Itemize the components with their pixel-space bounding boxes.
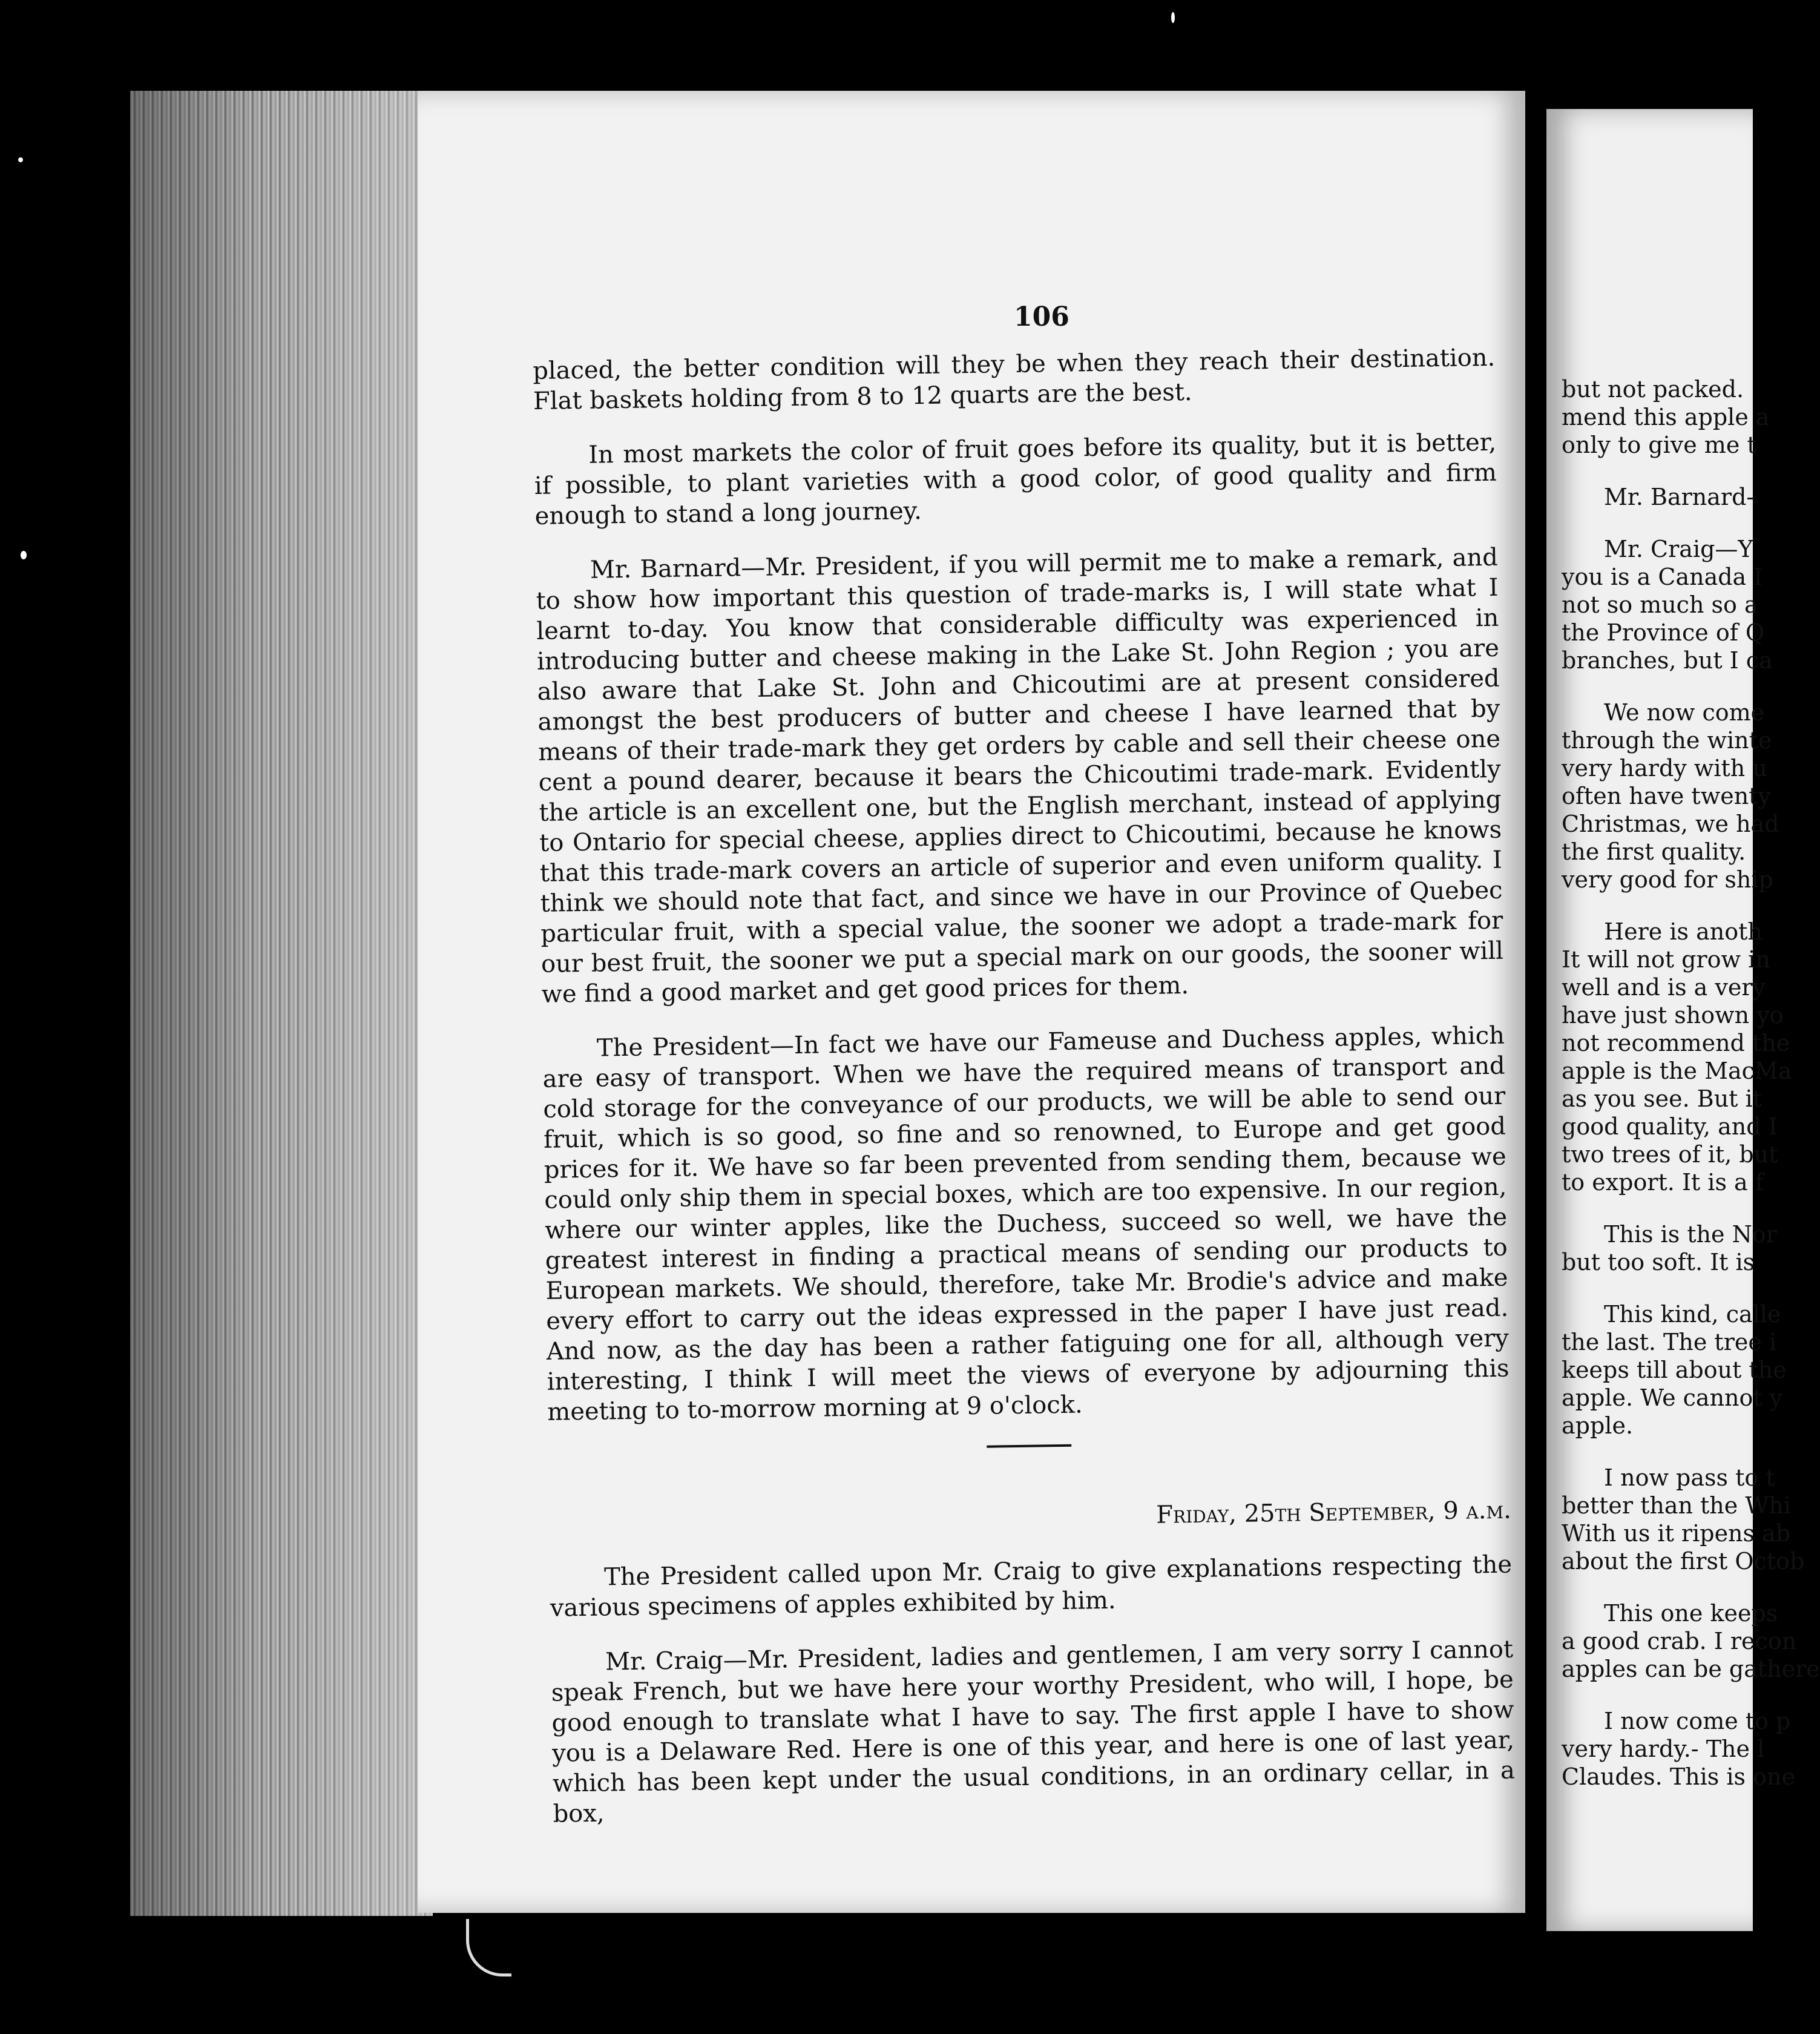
right-page-line: Claudes. This is one xyxy=(1562,1763,1795,1790)
right-page-line: Mr. Craig—Y xyxy=(1604,536,1753,562)
paragraph-mr-barnard: Mr. Barnard—Mr. President, if you will permit me to make a remark, and to show how important this question of trade-marks is, I will state what I learnt to-day. You know that considerable difficulty was experienced in introducing butter and cheese making in the Lake St. John Region ; you are also aware that Lake St. John and Chicoutimi are at present considered amongst the best producers of butter and cheese I have learned that by means of their trade-mark they get orders by cable and sell their cheese one cent a pound dearer, because it bears the Chicoutimi trade-mark. Evidently the article is an excellent one, but the English merchant, instead of applying to Ontario for special cheese, applies direct to Chicoutimi, because he knows that this trade-mark covers an article of superior and even uniform quality. I think we should note that fact, and since we have in our Province of Quebec particular fruit, with a special value, the sooner we adopt a trade-mark for our best fruit, the sooner we put a special mark on our goods, the sooner will we find a good market and get good prices for them. xyxy=(536,543,1504,1009)
line-gap xyxy=(1562,1683,1755,1707)
right-page-line: not recommend the xyxy=(1562,1030,1790,1056)
right-page-line: With us it ripens ab xyxy=(1562,1520,1791,1547)
line-gap xyxy=(1562,511,1755,535)
line-gap xyxy=(1562,674,1755,699)
right-page-line: but not packed. xyxy=(1562,376,1744,403)
paragraph-continued: placed, the better condition will they be when they reach their destination. Flat baskets holding from 8 to 12 quarts are the best. xyxy=(533,343,1496,415)
right-page-line: the Province of Q xyxy=(1562,619,1765,646)
line-gap xyxy=(1562,1276,1755,1300)
right-page-text xyxy=(1562,375,1820,1791)
right-page-line: two trees of it, but xyxy=(1562,1141,1778,1168)
dust-speck xyxy=(21,551,27,559)
right-page-line: through the winte xyxy=(1562,727,1772,754)
right-page-line: apple. xyxy=(1562,1412,1634,1439)
right-page-line: We now come xyxy=(1604,699,1765,726)
right-page-line: very good for ship xyxy=(1562,866,1773,893)
section-divider xyxy=(987,1444,1071,1448)
line-gap xyxy=(1562,1575,1755,1599)
line-gap xyxy=(1562,459,1755,483)
right-page-line: you is a Canada I xyxy=(1562,564,1763,590)
right-page-line: the last. The tree i xyxy=(1562,1329,1777,1355)
line-gap xyxy=(1562,894,1755,918)
dateline: Friday, 25th September, 9 a.m. xyxy=(1155,1496,1512,1529)
right-page-line: the first quality. xyxy=(1562,838,1746,865)
page-curl-mark xyxy=(466,1919,511,1976)
dust-speck xyxy=(18,157,23,162)
right-page-line: apples can be gathere xyxy=(1562,1656,1820,1682)
right-page-line: Here is anoth xyxy=(1604,918,1763,945)
right-page-line: not so much so a xyxy=(1562,591,1758,618)
right-page-line: apple is the MacMa xyxy=(1562,1058,1792,1084)
line-gap xyxy=(1562,1440,1755,1464)
right-page-line: Mr. Barnard- xyxy=(1604,484,1755,510)
right-page-line: as you see. But it xyxy=(1562,1085,1762,1112)
right-page-line: apple. We cannot y xyxy=(1562,1384,1783,1411)
right-page-line: branches, but I ca xyxy=(1562,647,1773,674)
right-page-line: to export. It is a f xyxy=(1562,1169,1764,1196)
right-page-line: a good crab. I recon xyxy=(1562,1628,1797,1654)
dust-speck xyxy=(1171,12,1175,23)
right-page-line: This kind, calle xyxy=(1604,1301,1781,1328)
right-page-line: mend this apple a xyxy=(1562,404,1770,430)
right-page-line: keeps till about the xyxy=(1562,1357,1787,1383)
right-page-line: very hardy.- The l xyxy=(1562,1736,1765,1762)
right-page-line: This one keeps xyxy=(1604,1600,1778,1627)
paragraph-market-color: In most markets the color of fruit goes before its quality, but it is better, if possible, to plant varieties with a good color, of good quality and firm enough to stand a long journey. xyxy=(534,428,1497,530)
left-page-text xyxy=(533,343,1516,1854)
book-page-edges xyxy=(130,91,433,1916)
page-number: 106 xyxy=(1014,301,1069,332)
paragraph-mr-craig: Mr. Craig—Mr. President, ladies and gentlemen, I am very sorry I cannot speak French, but we have here your worthy President, who will, I hope, be good enough to translate what I have to say. The first apple I have to show you is a Delaware Red. Here is one of this year, and here is one of last year, which has been kept under the usual conditions, in an ordinary cellar, in a box, xyxy=(551,1635,1516,1828)
paragraph-president: The President—In fact we have our Fameuse and Duchess apples, which are easy of transport. When we have the required means of transport and cold storage for the conveyance of our products, we will be able to send our fruit, which is so good, so fine and so renowned, to Europe and get good prices for it. We have so far been prevented from sending them, because we could only ship them in special boxes, which are too expensive. In our region, where our winter apples, like the Duchess, succeed so well, we have the greatest interest in finding a practical means of sending our products to European markets. We should, therefore, take Mr. Brodie's advice and make every effort to carry out the ideas expressed in the paper I have just read. And now, as the day has been a rather fatiguing one for all, although very interesting, I think I will meet the views of everyone by adjourning this meeting to to-morrow morning at 9 o'clock. xyxy=(542,1021,1510,1426)
right-page-line: well and is a very xyxy=(1562,974,1766,1001)
right-page-line: good quality, and I xyxy=(1562,1113,1778,1140)
line-gap xyxy=(1562,1196,1755,1220)
right-page-line: only to give me t xyxy=(1562,432,1756,458)
right-page-line: often have twenty xyxy=(1562,783,1771,809)
right-page-line: Christmas, we had xyxy=(1562,811,1779,837)
right-page-line: It will not grow in xyxy=(1562,946,1770,973)
right-page-line: I now come to p xyxy=(1604,1708,1791,1734)
right-page-line: I now pass to t xyxy=(1604,1464,1775,1491)
right-page-line: very hardy with u xyxy=(1562,755,1767,782)
paragraph-called-upon: The President called upon Mr. Craig to give explanations respecting the various specimens of apples exhibited by him. xyxy=(550,1550,1513,1622)
right-page-line: but too soft. It is xyxy=(1562,1249,1755,1275)
right-page-line: about the first Octob xyxy=(1562,1548,1805,1575)
right-page-line: have just shown yo xyxy=(1562,1002,1784,1029)
right-page-line: This is the Nor xyxy=(1604,1221,1777,1248)
right-page-line: better than the Whi xyxy=(1562,1492,1792,1519)
